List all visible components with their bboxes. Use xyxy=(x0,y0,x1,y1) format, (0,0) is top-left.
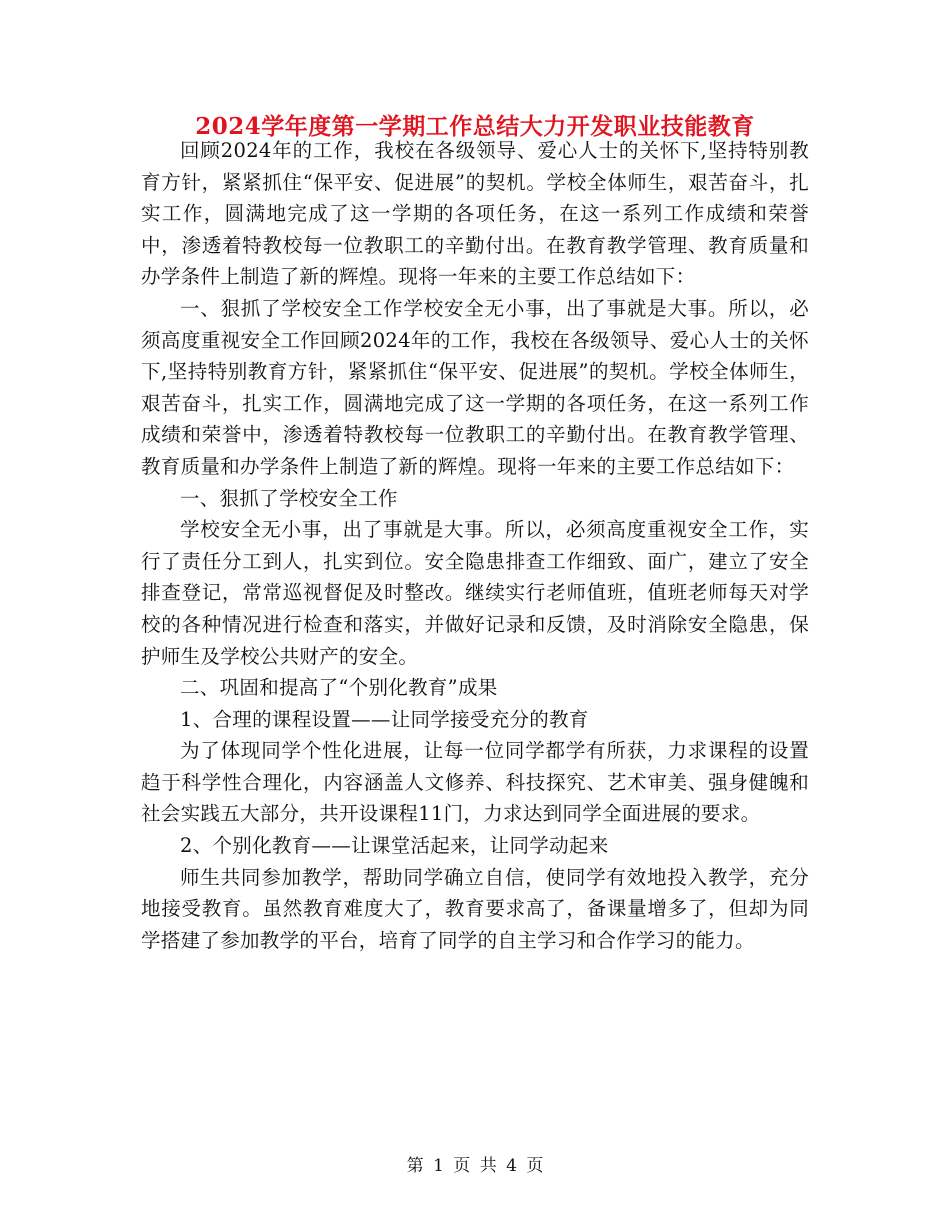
document-body xyxy=(141,135,809,956)
paragraph-safety-summary: 一、狠抓了学校安全工作学校安全无小事，出了事就是大事。所以，必须高度重视安全工作回顾2024年的工作，我校在各级领导、爱心人士的关怀下,坚持特别教育方针，紧紧抓住“保平安、促进展”的契机。学校全体师生，艰苦奋斗，扎实工作，圆满地完成了这一学期的各项任务，在这一系列工作成绩和荣誉中，渗透着特教校每一位教职工的辛勤付出。在教育教学管理、教育质量和办学条件上制造了新的辉煌。现将一年来的主要工作总结如下： xyxy=(141,296,809,478)
paragraph-curriculum: 为了体现同学个性化进展，让每一位同学都学有所获，力求课程的设置趋于科学性合理化，内容涵盖人文修养、科技探究、艺术审美、强身健魄和社会实践五大部分，共开设课程11门，力求达到同学全面进展的要求。 xyxy=(141,739,809,826)
paragraph-classroom: 师生共同参加教学，帮助同学确立自信，使同学有效地投入教学，充分地接受教育。虽然教育难度大了，教育要求高了，备课量增多了，但却为同学搭建了参加教学的平台，培育了同学的自主学习和合作学习的能力。 xyxy=(141,865,809,952)
page-footer: 第 1 页 共 4 页 xyxy=(406,1156,544,1176)
subheading-curriculum: 1、合理的课程设置——让同学接受充分的教育 xyxy=(180,707,589,731)
paragraph-intro: 回顾2024年的工作，我校在各级领导、爱心人士的关怀下,坚持特别教育方针，紧紧抓住“保平安、促进展”的契机。学校全体师生，艰苦奋斗，扎实工作，圆满地完成了这一学期的各项任务，在这一系列工作成绩和荣誉中，渗透着特教校每一位教职工的辛勤付出。在教育教学管理、教育质量和办学条件上制造了新的辉煌。现将一年来的主要工作总结如下： xyxy=(141,139,809,289)
heading-individual-education: 二、巩固和提高了“个别化教育”成果 xyxy=(180,676,498,700)
document-title: 2024学年度第一学期工作总结大力开发职业技能教育 xyxy=(195,113,755,140)
subheading-classroom: 2、个别化教育——让课堂活起来，让同学动起来 xyxy=(180,834,609,858)
paragraph-safety-detail: 学校安全无小事，出了事就是大事。所以，必须高度重视安全工作，实行了责任分工到人，扎实到位。安全隐患排查工作细致、面广，建立了安全排查登记，常常巡视督促及时整改。继续实行老师值班，值班老师每天对学校的各种情况进行检查和落实，并做好记录和反馈，及时消除安全隐患，保护师生及学校公共财产的安全。 xyxy=(141,518,809,668)
heading-safety: 一、狠抓了学校安全工作 xyxy=(180,486,398,510)
